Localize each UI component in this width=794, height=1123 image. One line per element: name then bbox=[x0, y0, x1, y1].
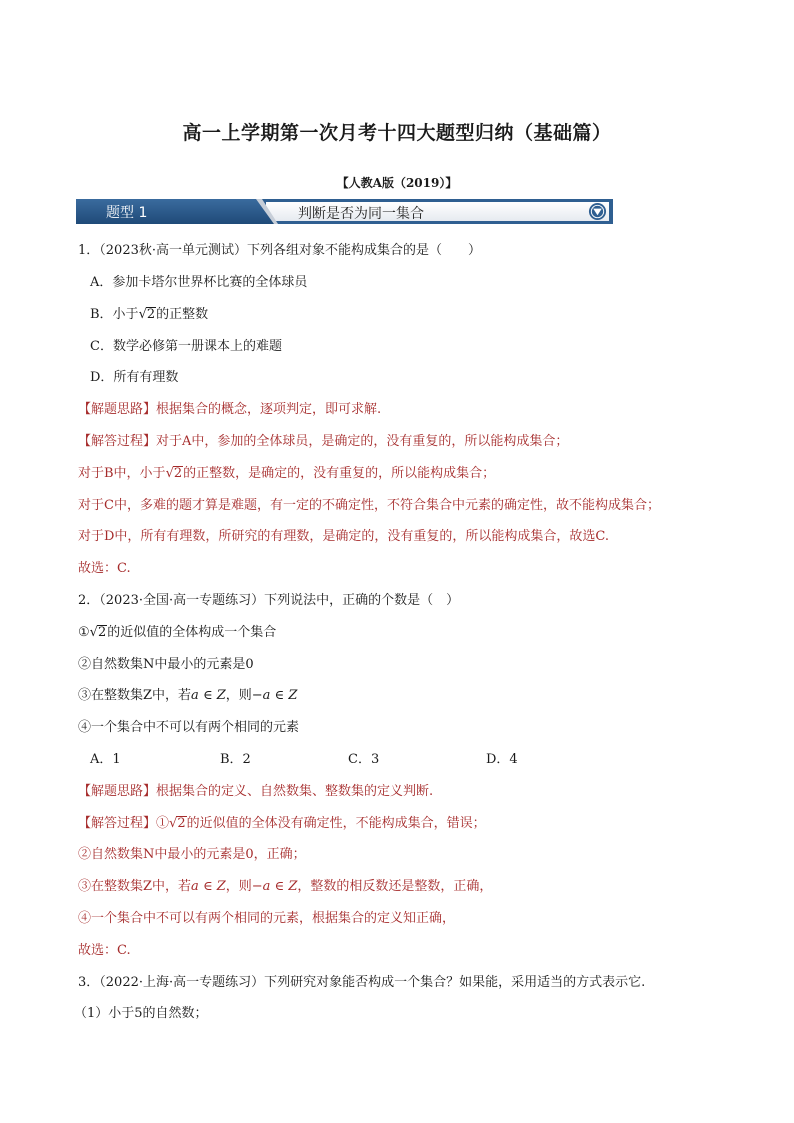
sqrt-expression: √2 bbox=[138, 307, 156, 322]
q1-option-b: B．小于√2的正整数 bbox=[90, 307, 209, 322]
q2-process-line-4: ④一个集合中不可以有两个相同的元素，根据集合的定义知正确， bbox=[78, 911, 456, 926]
section-banner bbox=[76, 199, 613, 224]
q1-process-line-c: 对于C中，多难的题才算是难题，有一定的不确定性，不符合集合中元素的确定性，故不能构成集合； bbox=[78, 498, 660, 513]
q2-choice-c: C．3 bbox=[348, 752, 380, 767]
chevron-down-icon bbox=[588, 202, 607, 221]
q2-choices bbox=[90, 751, 550, 769]
question-type-label: 题型 1 bbox=[106, 205, 148, 221]
q2-choice-b: B．2 bbox=[220, 752, 251, 767]
q1-process-line-d: 对于D中，所有有理数，所研究的有理数，是确定的，没有重复的，所以能构成集合，故选C. bbox=[78, 529, 610, 544]
q2-statement-2: ②自然数集N中最小的元素是0 bbox=[78, 657, 254, 672]
q2-answer: 故选：C. bbox=[78, 943, 131, 958]
topic-label: 判断是否为同一集合 bbox=[298, 206, 424, 222]
q3-stem: 3．（2022·上海·高一专题练习）下列研究对象能否构成一个集合？如果能，采用适当的方式表示它. bbox=[78, 975, 646, 990]
q1-option-c: C．数学必修第一册课本上的难题 bbox=[90, 339, 282, 354]
q1-process-line-b: 对于B中，小于√2的正整数，是确定的，没有重复的，所以能构成集合； bbox=[78, 466, 496, 481]
q1-solution-idea: 【解题思路】根据集合的概念，逐项判定，即可求解. bbox=[78, 402, 382, 417]
q2-process-line-3: ③在整数集Z中，若a ∈ Z，则−a ∈ Z，整数的相反数还是整数，正确， bbox=[78, 879, 493, 894]
q2-choice-d: D．4 bbox=[486, 752, 518, 767]
q2-solution-process: 【解答过程】①√2的近似值的全体没有确定性，不能构成集合，错误； bbox=[78, 816, 486, 831]
q2-statement-3: ③在整数集Z中，若a ∈ Z，则−a ∈ Z bbox=[78, 688, 298, 703]
q1-solution-process: 【解答过程】对于A中，参加的全体球员，是确定的，没有重复的，所以能构成集合； bbox=[78, 434, 569, 449]
q1-option-a: A．参加卡塔尔世界杯比赛的全体球员 bbox=[90, 275, 308, 290]
page-title: 高一上学期第一次月考十四大题型归纳（基础篇） bbox=[182, 122, 612, 144]
q1-stem: 1．（2023秋·高一单元测试）下列各组对象不能构成集合的是（ ） bbox=[78, 243, 481, 258]
q1-answer: 故选：C. bbox=[78, 561, 131, 576]
q1-option-d: D．所有有理数 bbox=[90, 370, 179, 385]
q2-stem: 2．（2023·全国·高一专题练习）下列说法中，正确的个数是（ ） bbox=[78, 593, 460, 608]
q2-process-line-2: ②自然数集N中最小的元素是0，正确； bbox=[78, 847, 306, 862]
q2-statement-4: ④一个集合中不可以有两个相同的元素 bbox=[78, 720, 300, 735]
q2-statement-1: ①√2的近似值的全体构成一个集合 bbox=[78, 625, 277, 640]
q3-sub-1: （1）小于5的自然数； bbox=[74, 1006, 208, 1021]
q2-solution-idea: 【解题思路】根据集合的定义、自然数集、整数集的定义判断. bbox=[78, 784, 434, 799]
q2-choice-a: A．1 bbox=[90, 752, 121, 767]
edition-label: 【人教A版（2019）】 bbox=[336, 176, 458, 190]
